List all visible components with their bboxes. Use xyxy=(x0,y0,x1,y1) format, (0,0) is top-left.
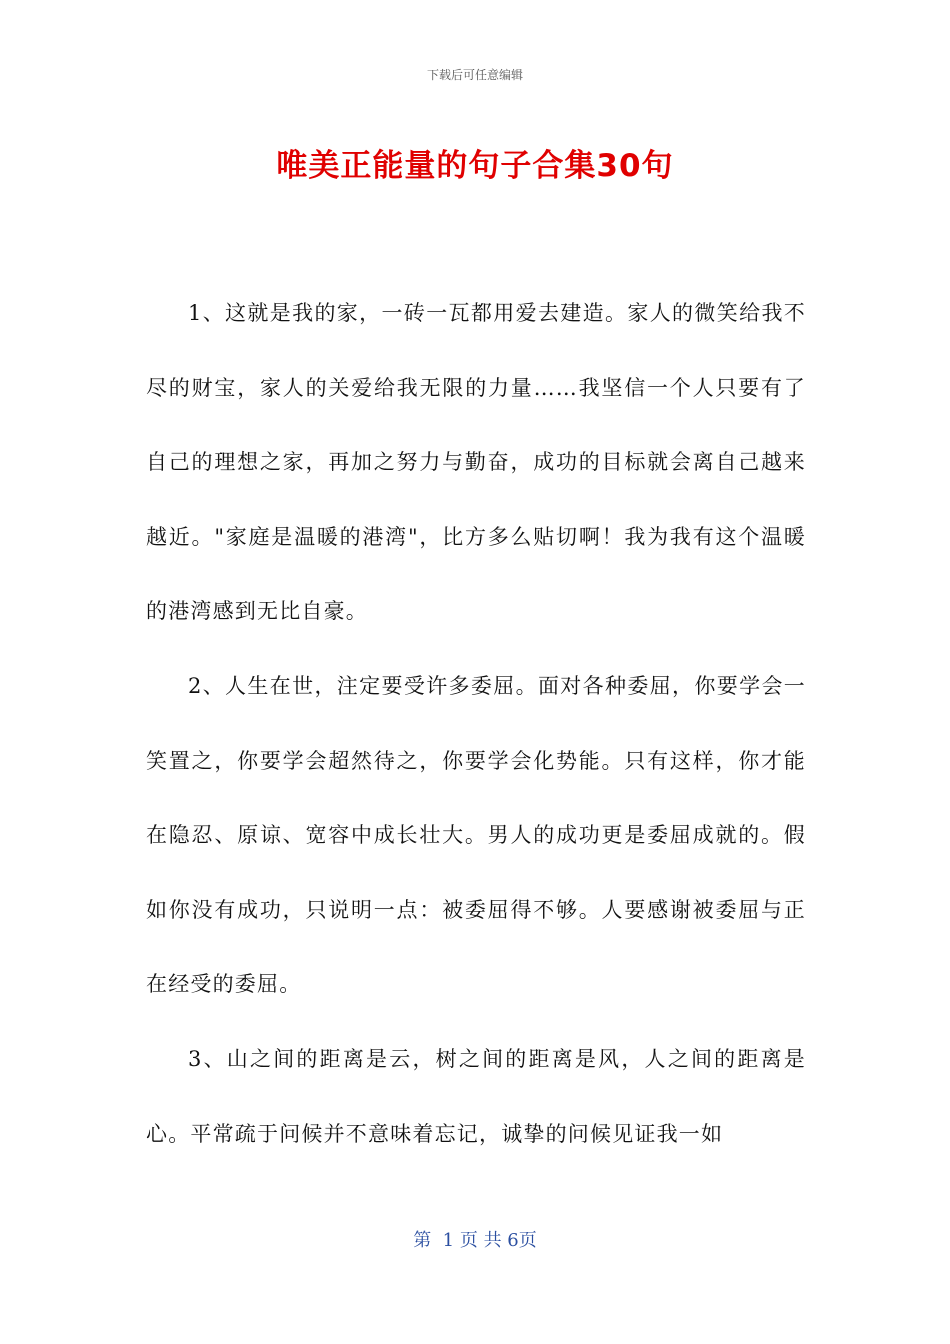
paragraph-2: 2、人生在世，注定要受许多委屈。面对各种委屈，你要学会一笑置之，你要学会超然待之，你要学会化势能。只有这样，你才能在隐忍、原谅、宽容中成长壮大。男人的成功更是委屈成就的。假如你没有成功，只说明一点：被委屈得不够。人要感谢被委屈与正在经受的委屈。 xyxy=(146,673,806,997)
page-number-footer: 第 1 页 共 6页 xyxy=(413,1230,537,1251)
document-body xyxy=(146,276,806,1171)
document-title: 唯美正能量的句子合集30句 xyxy=(276,148,674,184)
header-note: 下载后可任意编辑 xyxy=(426,68,523,82)
paragraph-1: 1、这就是我的家，一砖一瓦都用爱去建造。家人的微笑给我不尽的财宝，家人的关爱给我无限的力量……我坚信一个人只要有了自己的理想之家，再加之努力与勤奋，成功的目标就会离自己越来越近。"家庭是温暖的港湾"，比方多么贴切啊！我为我有这个温暖的港湾感到无比自豪。 xyxy=(146,301,806,624)
paragraph-3: 3、山之间的距离是云，树之间的距离是风，人之间的距离是心。平常疏于问候并不意味着忘记，诚挚的问候见证我一如 xyxy=(146,1046,806,1146)
